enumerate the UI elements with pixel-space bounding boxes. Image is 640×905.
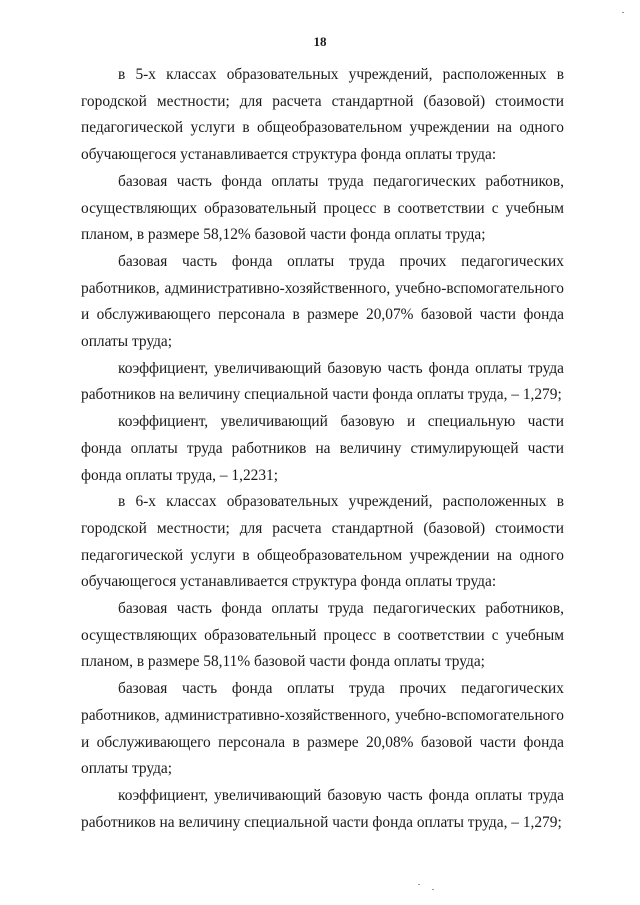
page-number: 18 — [313, 34, 327, 49]
paragraph-grade5-teachers-share: базовая часть фонда оплаты труда педагогических работников, осуществляющих образовательный процесс в соответствии с учебным планом, в размере 58,12% базовой части фонда оплаты труда; — [81, 172, 564, 244]
paragraph-grade6-intro: в 6-х классах образовательных учреждений, расположенных в городской местности; для расчета стандартной (базовой) стоимости педагогической услуги в общеобразовательном учреждении на одного обучающегося устанавливается структура фонда оплаты труда: — [81, 493, 564, 591]
paragraph-grade6-other-staff-share: базовая часть фонда оплаты труда прочих педагогических работников, административно-хозяйственного, учебно-вспомогательного и обслуживающего персонала в размере 20,08% базовой части фонда оплаты труда; — [81, 680, 564, 778]
paragraph-grade5-other-staff-share: базовая часть фонда оплаты труда прочих педагогических работников, административно-хозяйственного, учебно-вспомогательного и обслуживающего персонала в размере 20,07% базовой части фонда оплаты труда; — [81, 252, 564, 351]
scan-artifact — [622, 12, 624, 13]
paragraph-grade5-special-coefficient: коэффициент, увеличивающий базовую часть фонда оплаты труда работников на величину специальной части фонда оплаты труда, – 1,279; — [81, 359, 564, 404]
paragraph-grade5-incentive-coefficient: коэффициент, увеличивающий базовую и специальную части фонда оплаты труда работников на величину стимулирующей части фонда оплаты труда, – 1,2231; — [81, 413, 564, 484]
paragraph-grade6-special-coefficient: коэффициент, увеличивающий базовую часть фонда оплаты труда работников на величину специальной части фонда оплаты труда, – 1,279; — [81, 786, 564, 831]
paragraph-grade5-intro: в 5-х классах образовательных учреждений, расположенных в городской местности; для расчета стандартной (базовой) стоимости педагогической услуги в общеобразовательном учреждении на одного обучающегося устанавливается структура фонда оплаты труда: — [81, 66, 564, 164]
scan-artifact — [432, 889, 434, 890]
scan-artifact — [418, 884, 420, 885]
paragraph-grade6-teachers-share: базовая часть фонда оплаты труда педагогических работников, осуществляющих образовательный процесс в соответствии с учебным планом, в размере 58,11% базовой части фонда оплаты труда; — [81, 600, 564, 671]
document-body — [81, 62, 564, 836]
